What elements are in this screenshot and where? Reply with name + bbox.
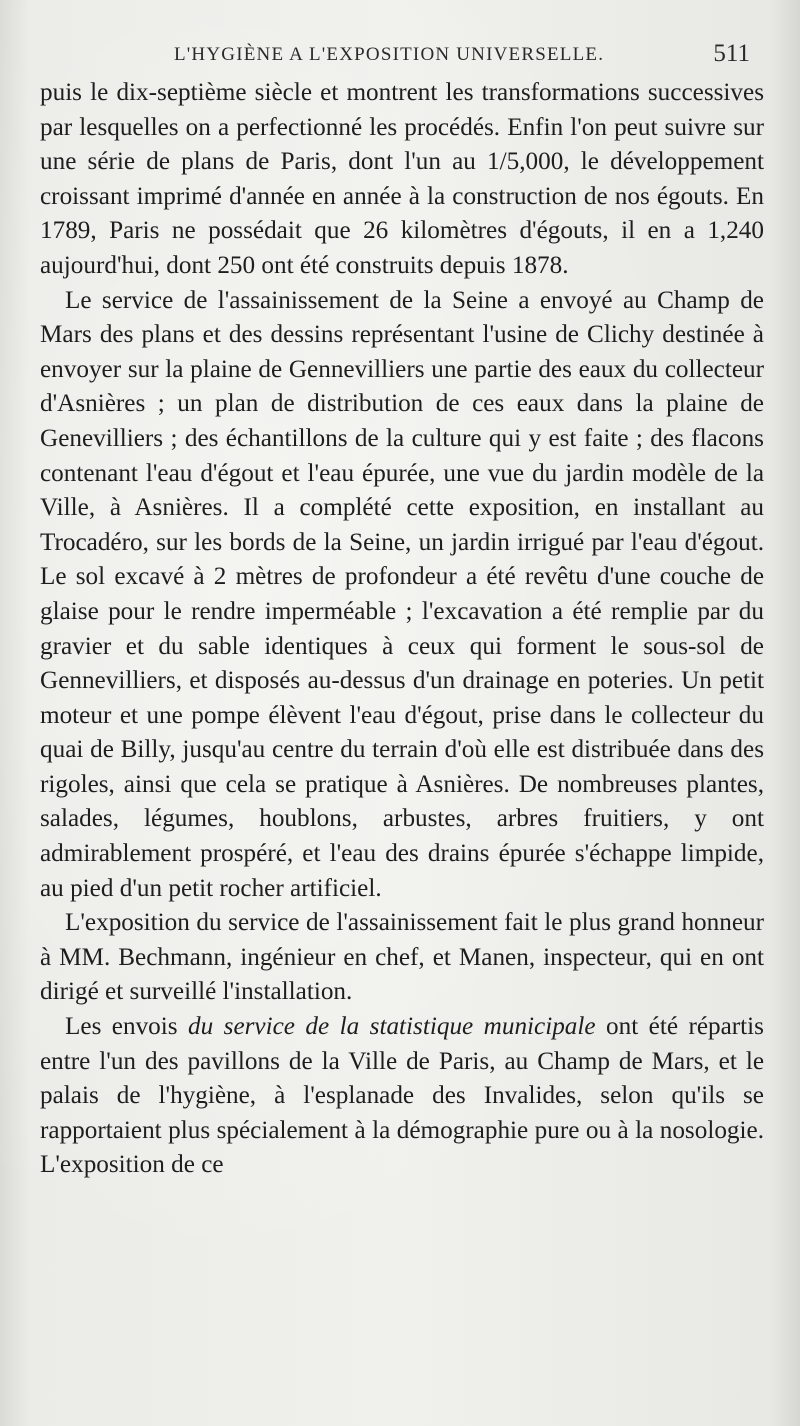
running-title: L'HYGIÈNE A L'EXPOSITION UNIVERSELLE. [174, 44, 605, 65]
page-header [40, 40, 764, 74]
italic-service-name: du service de la statistique municipale [188, 1013, 596, 1041]
paragraph-sewer-history: puis le dix-septième siècle et montrent les transformations successives par lesquelles on a perfectionné les procédés. Enfin l'on peut suivre sur une série de plans de Paris, dont l'un au 1/5,000, le développement croissant imprimé d'année en année à la construction de nos égouts. En 1789, Paris ne possédait que 26 kilomètres d'égouts, il en a 1,240 aujourd'hui, dont 250 ont été construits depuis 1878. [40, 79, 764, 279]
paragraph-honour-engineers: L'exposition du service de l'assainissement fait le plus grand honneur à MM. Bechmann, ingénieur en chef, et Manen, inspecteur, qui en ont dirigé et surveillé l'installation. [40, 909, 764, 1006]
page-number: 511 [713, 40, 750, 67]
paragraph-statistique-municipale [40, 1010, 764, 1183]
paragraph-text-end: ont été répartis entre l'un des pavillons de la Ville de Paris, au Champ de Mars, et le palais de l'hygiène, à l'esplanade des Invalides, selon qu'ils se rapportaient plus spécialement à la démographie pure ou à la nosologie. L'exposition de ce [40, 1013, 764, 1179]
paragraph-assainissement-service: Le service de l'assainissement de la Seine a envoyé au Champ de Mars des plans et des dessins représentant l'usine de Clichy destinée à envoyer sur la plaine de Gennevilliers une partie des eaux du collecteur d'Asnières ; un plan de distribution de ces eaux dans la plaine de Genevilliers ; des échantillons de la culture qui y est faite ; des flacons contenant l'eau d'égout et l'eau épurée, une vue du jardin modèle de la Ville, à Asnières. Il a complété cette exposition, en installant au Trocadéro, sur les bords de la Seine, un jardin irrigué par l'eau d'égout. Le sol excavé à 2 mètres de profondeur a été revêtu d'une couche de glaise pour le rendre imperméable ; l'excavation a été remplie par du gravier et du sable identiques à ceux qui forment le sous-sol de Gennevilliers, et disposés au-dessus d'un drainage en poteries. Un petit moteur et une pompe élèvent l'eau d'égout, prise dans le collecteur du quai de Billy, jusqu'au centre du terrain d'où elle est distribuée dans des rigoles, ainsi que cela se pratique à Asnières. De nombreuses plantes, salades, légumes, houblons, arbustes, arbres fruitiers, y ont admirablement prospéré, et l'eau des drains épurée s'échappe limpide, au pied d'un petit rocher artificiel. [40, 286, 764, 902]
body-text [40, 76, 764, 1183]
paragraph-text-start: Les envois [65, 1013, 189, 1041]
